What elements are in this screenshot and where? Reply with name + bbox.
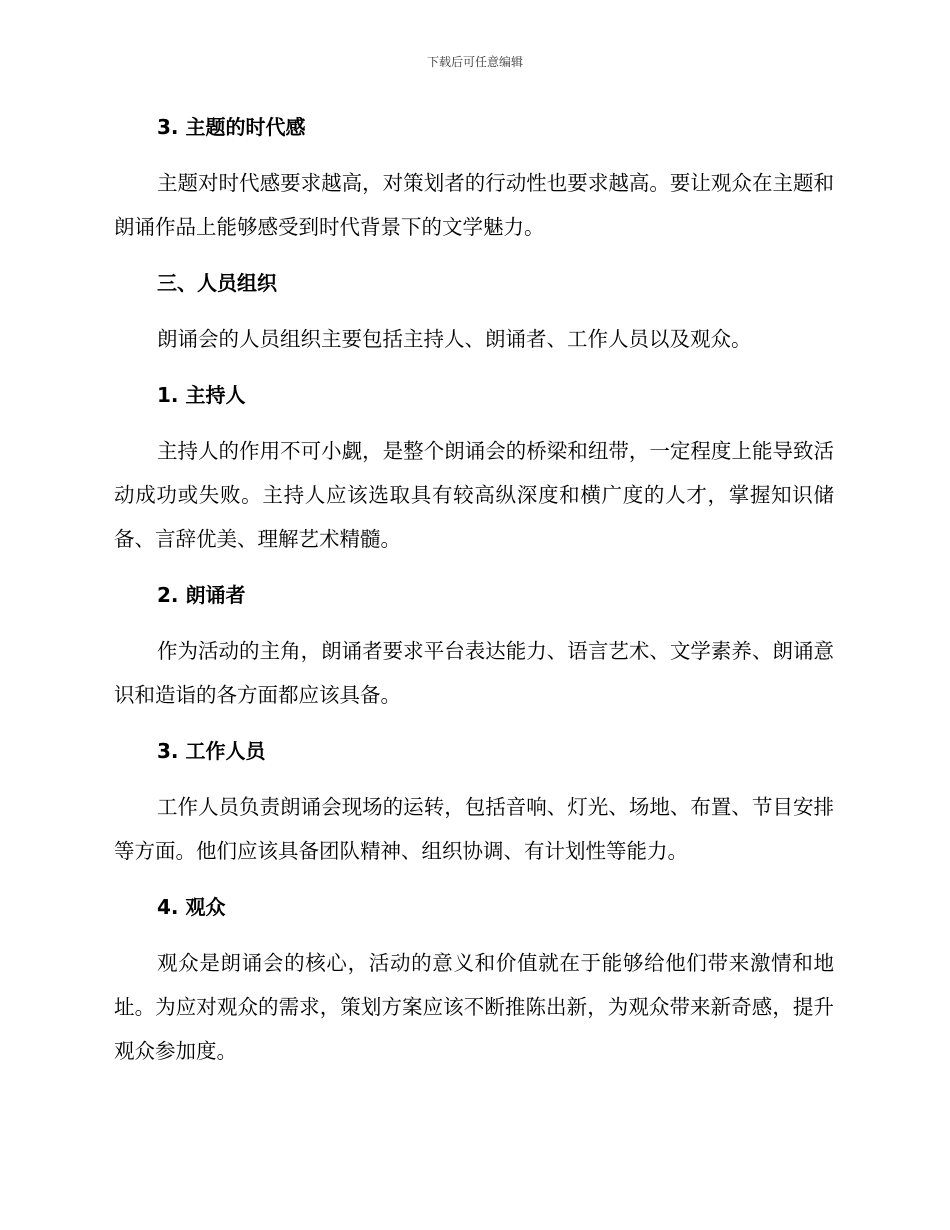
paragraph-audience: 观众是朗诵会的核心，活动的意义和价值就在于能够给他们带来激情和地址。为应对观众的需求，策划方案应该不断推陈出新，为观众带来新奇感，提升观众参加度。: [114, 951, 834, 1063]
paragraph-theme-era: 主题对时代感要求越高，对策划者的行动性也要求越高。要让观众在主题和朗诵作品上能够感受到时代背景下的文学魅力。: [114, 171, 834, 239]
section-heading-staff: 3. 工作人员: [157, 739, 266, 763]
section-heading-host: 1. 主持人: [157, 383, 246, 407]
section-heading-staff-organization: 三、人员组织: [157, 271, 277, 295]
paragraph-staff-organization: 朗诵会的人员组织主要包括主持人、朗诵者、工作人员以及观众。: [157, 327, 752, 351]
paragraph-host: 主持人的作用不可小觑，是整个朗诵会的桥梁和纽带，一定程度上能导致活动成功或失败。主持人应该选取具有较高纵深度和横广度的人才，掌握知识储备、言辞优美、理解艺术精髓。: [114, 439, 834, 551]
section-heading-reciter: 2. 朗诵者: [157, 583, 246, 607]
section-heading-theme-era: 3. 主题的时代感: [157, 115, 306, 139]
section-heading-audience: 4. 观众: [157, 895, 226, 919]
paragraph-reciter: 作为活动的主角，朗诵者要求平台表达能力、语言艺术、文学素养、朗诵意识和造诣的各方面都应该具备。: [114, 639, 834, 707]
document-body: [114, 110, 834, 1073]
paragraph-staff: 工作人员负责朗诵会现场的运转，包括音响、灯光、场地、布置、节目安排等方面。他们应该具备团队精神、组织协调、有计划性等能力。: [114, 795, 834, 863]
header-note: 下载后可任意编辑: [426, 55, 523, 69]
